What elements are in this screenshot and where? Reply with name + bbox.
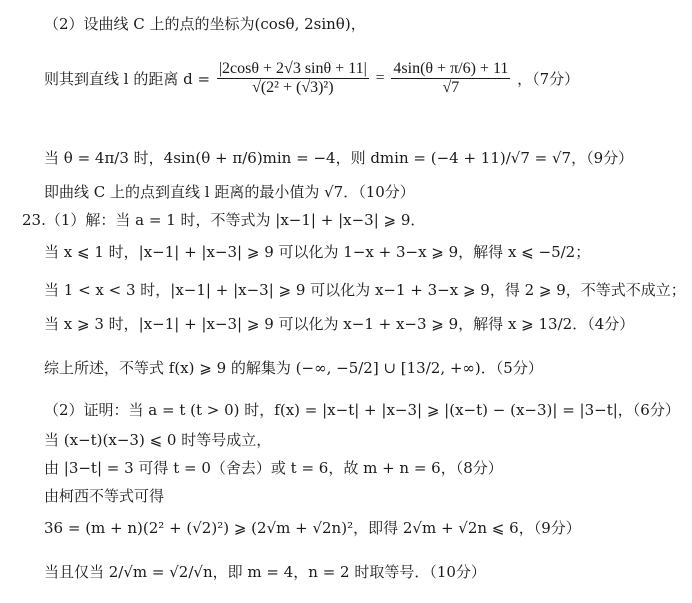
line-4-conclusion: 即曲线 C 上的点到直线 l 距离的最小值为 √7．（10分）	[44, 183, 415, 201]
line-13-cauchy: 由柯西不等式可得	[44, 487, 165, 505]
line-9-solution-set: 综上所述，不等式 f(x) ⩾ 9 的解集为 (−∞, −5/2] ∪ [13/2, +∞)．（5分）	[44, 359, 543, 377]
line-14-inequality: 36 = (m + n)(2² + (√2)²) ⩾ (2√m + √2n)²，即得 2√m + √2n ⩽ 6，（9分）	[44, 519, 581, 537]
line-8-case-3: 当 x ⩾ 3 时，|x−1| + |x−3| ⩾ 9 可以化为 x−1 + x−3 ⩾ 9，解得 x ⩾ 13/2．（4分）	[44, 315, 635, 333]
score-note-7: ，（7分）	[517, 70, 580, 88]
line-12-m-plus-n: 由 |3−t| = 3 可得 t = 0（舍去）或 t = 6，故 m + n = 6，（8分）	[44, 459, 503, 477]
line-6-case-1: 当 x ⩽ 1 时，|x−1| + |x−3| ⩾ 9 可以化为 1−x + 3−x ⩾ 9，解得 x ⩽ −5/2；	[44, 243, 591, 261]
line-15-equality-case: 当且仅当 2/√m = √2/√n，即 m = 4，n = 2 时取等号．（10分）	[44, 563, 486, 581]
distance-fraction-2: $\frac{4\sin(\theta + \pi/6) + 11}{√7}$	[393, 60, 509, 96]
distance-fraction-1: $\frac{|2\cos\theta + 2√3 \sin\theta + 11|}{\text{√(2² + (√3)²)}}$	[218, 60, 367, 96]
line-3-minimum: 当 θ = 4π/3 时，4sin(θ + π/6)min = −4，则 dmin = (−4 + 11)/√7 = √7，（9分）	[44, 149, 634, 167]
line-5-problem-23: 23.（1）解：当 a = 1 时，不等式为 |x−1| + |x−3| ⩾ 9．	[22, 211, 426, 229]
line-1: （2）设曲线 C 上的点的坐标为(cosθ, 2sinθ)，	[44, 15, 366, 33]
line-7-case-2: 当 1 < x < 3 时，|x−1| + |x−3| ⩾ 9 可以化为 x−1 + 3−x ⩾ 9，得 2 ⩾ 9，不等式不成立；	[44, 281, 686, 299]
line-11-equality: 当 (x−t)(x−3) ⩽ 0 时等号成立，	[44, 431, 272, 449]
line-2-distance-formula: 则其到直线 l 的距离 d = $\frac{|2\cos\theta + 2√3 \sin\theta + 11|}{\text{√(2² + (√3)²)}}$ = $\frac{4\sin(\theta + \pi/6) + 11}{√7}$ ，（7分）	[44, 60, 580, 96]
distance-label: 则其到直线 l 的距离 d =	[44, 70, 211, 88]
line-10-proof-start: （2）证明：当 a = t (t > 0) 时，f(x) = |x−t| + |x−3| ⩾ |(x−t) − (x−3)| = |3−t|，（6分）	[44, 401, 680, 419]
